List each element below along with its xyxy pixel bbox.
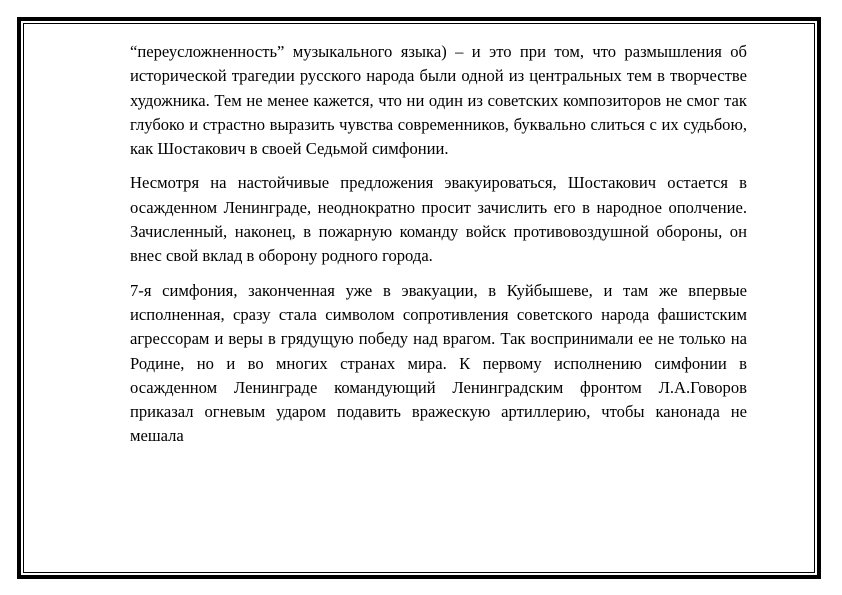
paragraph-3: 7-я симфония, законченная уже в эвакуации, в Куйбышеве, и там же впервые исполненная, сразу стала символом сопротивления советского народа фашистским агрессорам и веры в грядущую победу над врагом. Так воспринимали ее не только на Родине, но и во многих странах мира. К первому исполнению симфонии в осажденном Ленинграде командующий Ленинградским фронтом Л.А.Говоров приказал огневым ударом подавить вражескую артиллерию, чтобы канонада не мешала [130,280,747,446]
paragraph-2: Несмотря на настойчивые предложения эвакуироваться, Шостакович остается в осажденном Ленинграде, неоднократно просит зачислить его в народное ополчение. Зачисленный, наконец, в пожарную команду войск противовоздушной обороны, он внес свой вклад в оборону родного города. [130,173,747,266]
document-body [130,40,747,449]
paragraph-1: “переусложненность” музыкального языка) – и это при том, что размышления об исторической трагедии русского народа были одной из центральных тем в творчестве художника. Тем не менее кажется, что ни один из советских композиторов не смог так глубоко и страстно выразить чувства современников, буквально слиться с их судьбою, как Шостакович в своей Седьмой симфонии. [130,42,747,159]
